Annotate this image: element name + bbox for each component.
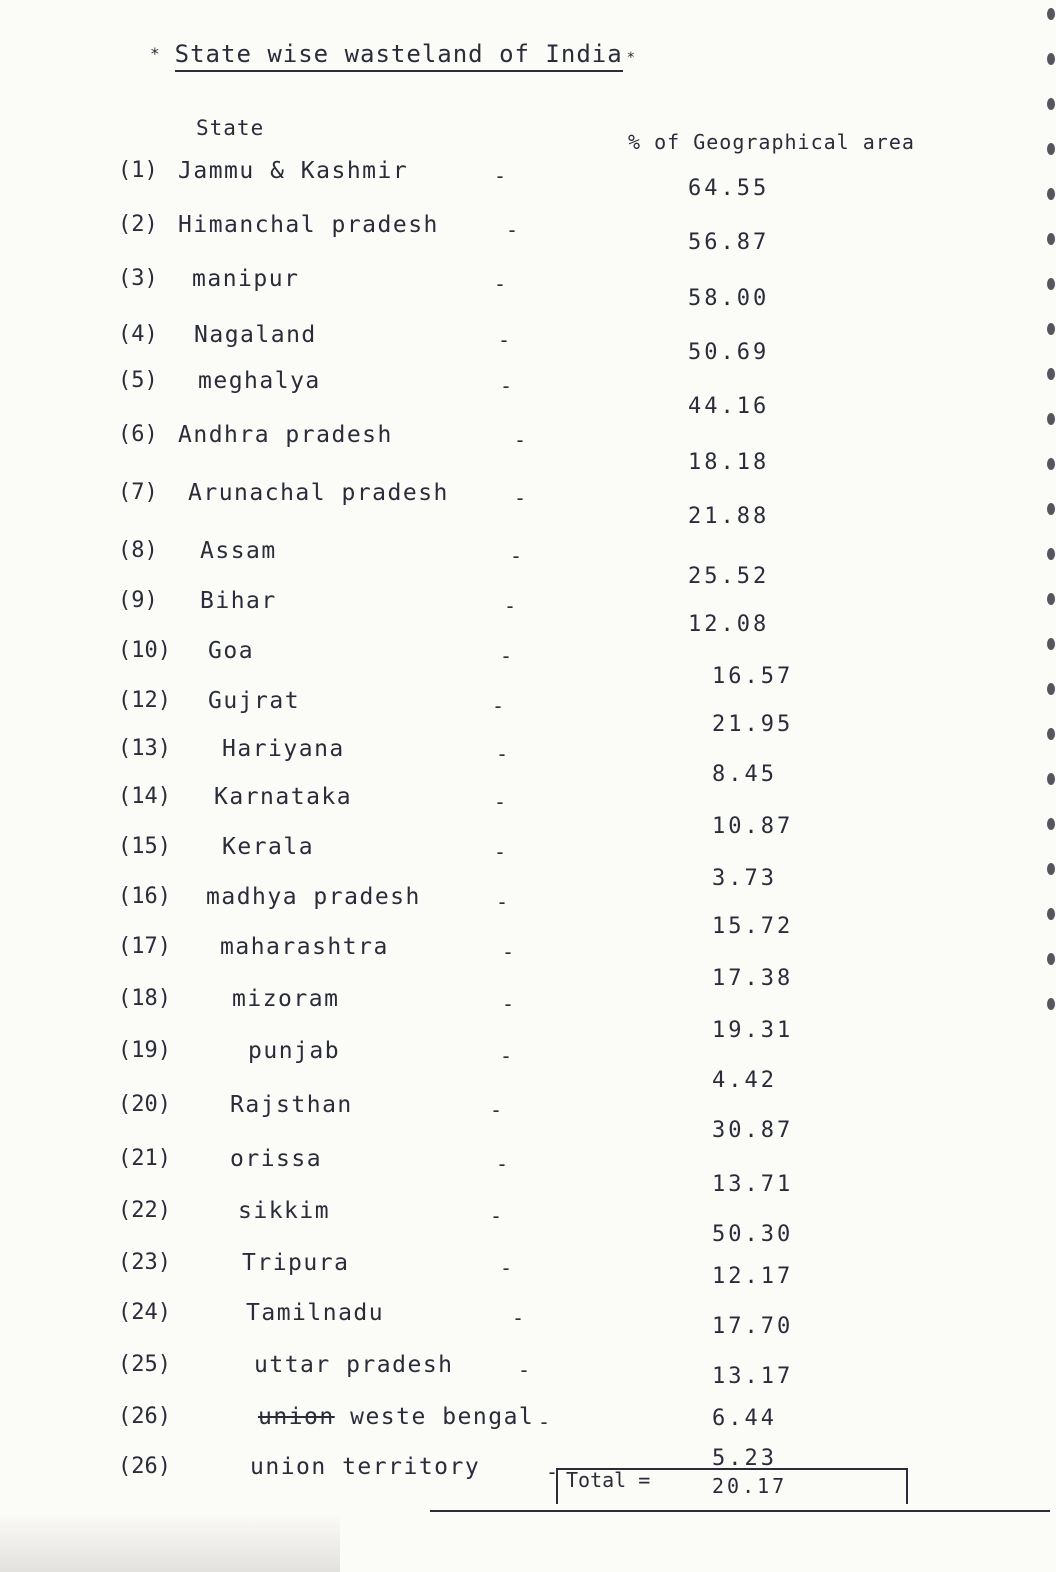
state-name: Gujrat bbox=[208, 688, 301, 714]
row-dash: - bbox=[514, 428, 527, 452]
percent-value: 18.18 bbox=[688, 450, 770, 475]
row-dash: - bbox=[496, 742, 509, 766]
row-number: (12) bbox=[118, 688, 171, 713]
row-number: (17) bbox=[118, 934, 171, 959]
table-row bbox=[0, 1300, 1040, 1350]
percent-value: 17.38 bbox=[712, 966, 794, 991]
row-dash: - bbox=[504, 594, 517, 618]
table-row bbox=[0, 588, 1040, 638]
binding-ring bbox=[1047, 278, 1055, 290]
row-number: (10) bbox=[118, 638, 171, 663]
table-row bbox=[0, 538, 1040, 588]
row-number: (19) bbox=[118, 1038, 171, 1063]
percent-value: 6.44 bbox=[712, 1406, 777, 1431]
percent-value: 13.17 bbox=[712, 1364, 794, 1389]
state-name: meghalya bbox=[198, 368, 321, 394]
row-number: (25) bbox=[118, 1352, 171, 1377]
table-row bbox=[0, 480, 1040, 530]
row-dash: - bbox=[512, 1306, 525, 1330]
row-number: (18) bbox=[118, 986, 171, 1011]
binding-ring bbox=[1047, 953, 1055, 965]
state-name bbox=[258, 1404, 534, 1430]
percent-value: 5.23 bbox=[712, 1446, 777, 1471]
row-dash: - bbox=[500, 644, 513, 668]
state-name: Tripura bbox=[242, 1250, 350, 1276]
percent-value: 30.87 bbox=[712, 1118, 794, 1143]
spiral-binding bbox=[1044, 0, 1056, 1572]
row-dash: - bbox=[500, 1256, 513, 1280]
row-number: (3) bbox=[118, 266, 158, 291]
row-dash: - bbox=[494, 790, 507, 814]
table-row bbox=[0, 934, 1040, 984]
binding-ring bbox=[1047, 908, 1055, 920]
row-number: (5) bbox=[118, 368, 158, 393]
percent-value: 21.88 bbox=[688, 504, 770, 529]
row-dash: - bbox=[502, 940, 515, 964]
table-row bbox=[0, 784, 1040, 834]
bottom-rule bbox=[430, 1510, 1050, 1512]
row-number: (8) bbox=[118, 538, 158, 563]
row-number: (4) bbox=[118, 322, 158, 347]
binding-ring bbox=[1047, 728, 1055, 740]
binding-ring bbox=[1047, 593, 1055, 605]
row-number: (16) bbox=[118, 884, 171, 909]
row-dash: - bbox=[518, 1358, 531, 1382]
row-number: (24) bbox=[118, 1300, 171, 1325]
table-row bbox=[0, 1404, 1040, 1454]
binding-ring bbox=[1047, 998, 1055, 1010]
row-number: (26) bbox=[118, 1404, 171, 1429]
binding-ring bbox=[1047, 413, 1055, 425]
state-name: sikkim bbox=[238, 1198, 331, 1224]
percent-value: 25.52 bbox=[688, 564, 770, 589]
row-number: (14) bbox=[118, 784, 171, 809]
percent-value: 8.45 bbox=[712, 762, 777, 787]
row-number: (26) bbox=[118, 1454, 171, 1479]
state-name: uttar pradesh bbox=[254, 1352, 454, 1378]
binding-ring bbox=[1047, 8, 1055, 20]
row-dash: - bbox=[496, 890, 509, 914]
percent-value: 19.31 bbox=[712, 1018, 794, 1043]
binding-ring bbox=[1047, 143, 1055, 155]
state-name: Hariyana bbox=[222, 736, 345, 762]
table-row bbox=[0, 1352, 1040, 1402]
percent-value: 10.87 bbox=[712, 814, 794, 839]
table-row bbox=[0, 266, 1040, 316]
percent-value: 4.42 bbox=[712, 1068, 777, 1093]
percent-value: 44.16 bbox=[688, 394, 770, 419]
table-row bbox=[0, 158, 1040, 208]
state-name: Arunachal pradesh bbox=[188, 480, 449, 506]
percent-value: 17.70 bbox=[712, 1314, 794, 1339]
table-row bbox=[0, 368, 1040, 418]
binding-ring bbox=[1047, 53, 1055, 65]
row-dash: - bbox=[502, 992, 515, 1016]
struck-word: union bbox=[258, 1404, 335, 1430]
row-dash: - bbox=[500, 374, 513, 398]
binding-ring bbox=[1047, 773, 1055, 785]
table-row bbox=[0, 212, 1040, 262]
row-number: (22) bbox=[118, 1198, 171, 1223]
row-dash: - bbox=[546, 1460, 559, 1484]
state-name: Jammu & Kashmir bbox=[178, 158, 409, 184]
percent-value: 16.57 bbox=[712, 664, 794, 689]
row-dash: - bbox=[538, 1410, 551, 1434]
percent-value: 50.69 bbox=[688, 340, 770, 365]
percent-value: 56.87 bbox=[688, 230, 770, 255]
table-row bbox=[0, 736, 1040, 786]
state-name: Bihar bbox=[200, 588, 277, 614]
table-row bbox=[0, 638, 1040, 688]
state-name: maharashtra bbox=[220, 934, 389, 960]
binding-ring bbox=[1047, 98, 1055, 110]
percent-value: 15.72 bbox=[712, 914, 794, 939]
row-number: (15) bbox=[118, 834, 171, 859]
state-name: Goa bbox=[208, 638, 255, 664]
table-row bbox=[0, 1092, 1040, 1142]
page-shadow bbox=[0, 1512, 340, 1572]
binding-ring bbox=[1047, 683, 1055, 695]
row-number: (1) bbox=[118, 158, 158, 183]
state-name: manipur bbox=[192, 266, 300, 292]
row-dash: - bbox=[496, 1152, 509, 1176]
state-name: Nagaland bbox=[194, 322, 317, 348]
state-name: Tamilnadu bbox=[246, 1300, 385, 1326]
binding-ring bbox=[1047, 368, 1055, 380]
binding-ring bbox=[1047, 323, 1055, 335]
state-name: punjab bbox=[248, 1038, 341, 1064]
table-row bbox=[0, 1250, 1040, 1300]
row-number: (7) bbox=[118, 480, 158, 505]
binding-ring bbox=[1047, 233, 1055, 245]
table-row bbox=[0, 986, 1040, 1036]
row-number: (21) bbox=[118, 1146, 171, 1171]
row-number: (20) bbox=[118, 1092, 171, 1117]
row-dash: - bbox=[500, 1044, 513, 1068]
row-dash: - bbox=[494, 164, 507, 188]
table-row bbox=[0, 834, 1040, 884]
title-text: State wise wasteland of India bbox=[175, 40, 623, 72]
percent-value: 58.00 bbox=[688, 286, 770, 311]
state-name: madhya pradesh bbox=[206, 884, 421, 910]
percent-value: 64.55 bbox=[688, 176, 770, 201]
binding-ring bbox=[1047, 818, 1055, 830]
row-dash: - bbox=[510, 544, 523, 568]
state-name: Assam bbox=[200, 538, 277, 564]
binding-ring bbox=[1047, 188, 1055, 200]
table-row bbox=[0, 322, 1040, 372]
state-name: Karnataka bbox=[214, 784, 353, 810]
binding-ring bbox=[1047, 863, 1055, 875]
binding-ring bbox=[1047, 458, 1055, 470]
total-value: 20.17 bbox=[712, 1474, 788, 1498]
binding-ring bbox=[1047, 548, 1055, 560]
table-row bbox=[0, 1038, 1040, 1088]
percent-value: 21.95 bbox=[712, 712, 794, 737]
total-label: Total = bbox=[566, 1468, 651, 1492]
row-dash: - bbox=[492, 694, 505, 718]
state-name: Andhra pradesh bbox=[178, 422, 393, 448]
table-row bbox=[0, 1198, 1040, 1248]
row-dash: - bbox=[498, 328, 511, 352]
state-name: union territory bbox=[250, 1454, 481, 1480]
row-dash: - bbox=[494, 272, 507, 296]
state-name: Rajsthan bbox=[230, 1092, 353, 1118]
row-number: (2) bbox=[118, 212, 158, 237]
table-row bbox=[0, 422, 1040, 472]
row-dash: - bbox=[514, 486, 527, 510]
binding-ring bbox=[1047, 638, 1055, 650]
page-title bbox=[150, 40, 636, 68]
row-number: (13) bbox=[118, 736, 171, 761]
column-header-percent: % of Geographical area bbox=[628, 130, 915, 154]
row-number: (6) bbox=[118, 422, 158, 447]
table-row bbox=[0, 884, 1040, 934]
state-name-text: weste bengal bbox=[350, 1404, 535, 1430]
percent-value: 12.08 bbox=[688, 612, 770, 637]
state-name: Himanchal pradesh bbox=[178, 212, 439, 238]
column-header-state: State bbox=[196, 116, 265, 140]
percent-value: 3.73 bbox=[712, 866, 777, 891]
state-name: Kerala bbox=[222, 834, 315, 860]
row-number: (9) bbox=[118, 588, 158, 613]
row-dash: - bbox=[490, 1098, 503, 1122]
row-dash: - bbox=[506, 218, 519, 242]
percent-value: 50.30 bbox=[712, 1222, 794, 1247]
row-dash: - bbox=[494, 840, 507, 864]
title-star-left: * bbox=[150, 44, 161, 63]
table-row bbox=[0, 1146, 1040, 1196]
percent-value: 13.71 bbox=[712, 1172, 794, 1197]
row-number: (23) bbox=[118, 1250, 171, 1275]
row-dash: - bbox=[490, 1204, 503, 1228]
binding-ring bbox=[1047, 503, 1055, 515]
state-name: mizoram bbox=[232, 986, 340, 1012]
title-star-right: * bbox=[626, 50, 637, 66]
state-name: orissa bbox=[230, 1146, 323, 1172]
percent-value: 12.17 bbox=[712, 1264, 794, 1289]
table-row bbox=[0, 688, 1040, 738]
